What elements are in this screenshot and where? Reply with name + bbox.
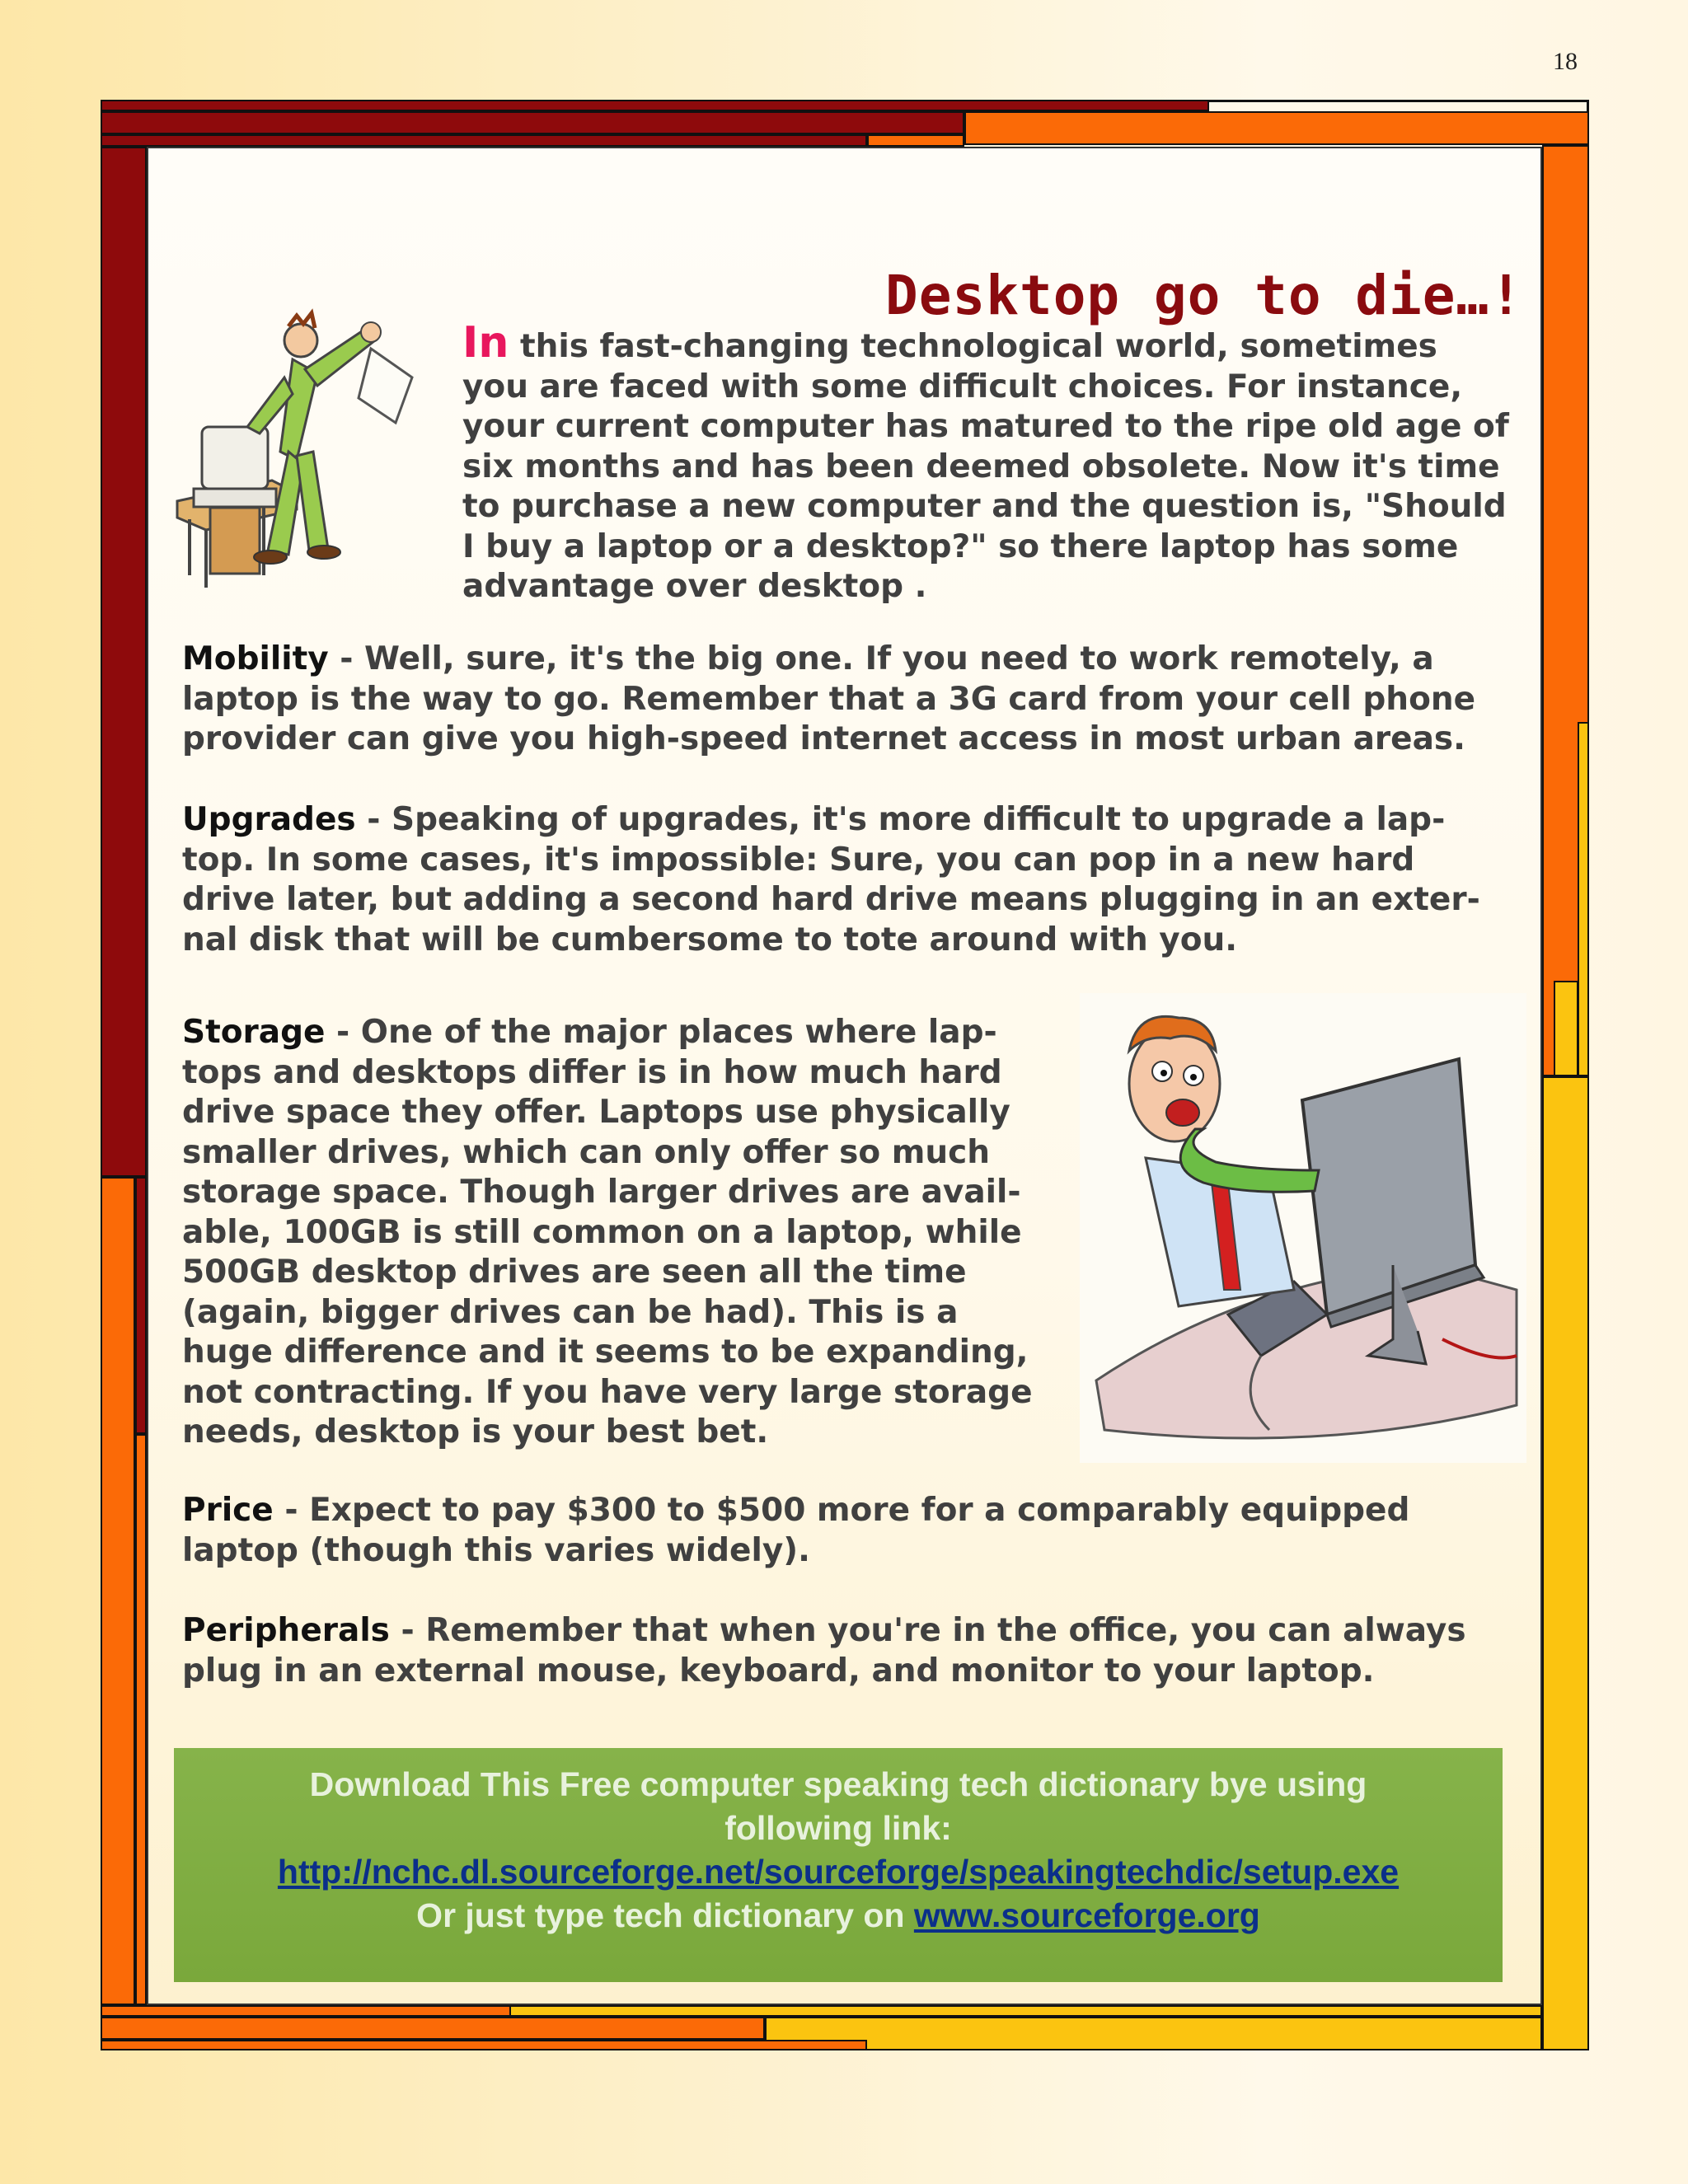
frame-bar-left-1 [101,147,147,1177]
section-heading: Mobility [182,640,329,677]
frame-bar-bottom-4 [101,2040,867,2050]
section-body: Expect to pay $300 to $500 more for a comparably equipped laptop (though this varies widely). [182,1492,1410,1569]
frame-bar-top-5 [867,134,964,147]
frame-bar-bottom-2 [101,2017,765,2040]
section-body: Remember that when you're in the office, you can always plug in an external mouse, keyboard, and monitor to your laptop. [182,1612,1466,1690]
frame-bar-right-2 [1542,1076,1589,2050]
banner-line-1: Download This Free computer speaking tech dictionary bye using [309,1765,1367,1803]
intro-paragraph [462,318,1509,607]
dropcap: In [462,318,509,368]
frame-bar-top-3 [964,111,1589,145]
section-peripherals: Peripherals - Remember that when you're in the office, you can always plug in an external mouse, keyboard, and monitor to your laptop. [182,1612,1466,1690]
man-strangled-by-computer-illustration [1080,993,1526,1463]
section-body: Well, sure, it's the big one. If you need to work remotely, a laptop is the way to go. Remember that a 3G card from your cell phone provider can give you high-speed internet access in most urban areas. [182,640,1476,757]
frame-bar-top-4 [101,134,867,147]
section-heading: Upgrades [182,801,356,838]
frustrated-man-desk-illustration [173,303,462,600]
article-title: Desktop go to die…! [885,264,1523,328]
frame-bar-bottom-5 [509,2005,1542,2017]
section-body: One of the major places where lap-tops and desktops differ is in how much hard drive space they offer. Laptops use physically smaller drives, which can only offer so much storage space. Though larger drives are avail-able, 100GB is still common on a laptop, while 500GB desktop drives are seen all the time (again, bigger drives can be had). This is a huge difference and it seems to be expanding, not contracting. If you have very large storage needs, desktop is your best bet. [182,1014,1033,1451]
frame-bar-right-4 [1578,722,1589,1076]
download-banner [174,1748,1503,1982]
section-price: Price - Expect to pay $300 to $500 more for a comparably equipped laptop (though this varies widely). [182,1492,1410,1569]
section-heading: Peripherals [182,1612,390,1649]
frame-bar-left-3 [135,1434,147,2005]
section-body: Speaking of upgrades, it's more difficult to upgrade a lap-top. In some cases, it's impossible: Sure, you can pop in a new hard drive later, but adding a second hard drive means plugging in an exter-nal disk that will be cumbersome to tote around with you. [182,801,1480,958]
section-mobility: Mobility - Well, sure, it's the big one. If you need to work remotely, a laptop is the way to go. Remember that a 3G card from your cell phone provider can give you high-speed internet access in most urban areas. [182,640,1476,757]
download-link[interactable]: http://nchc.dl.sourceforge.net/sourceforge/speakingtechdic/setup.exe [277,1853,1400,1891]
section-storage: Storage - One of the major places where lap-tops and desktops differ is in how much hard drive space they offer. Laptops use physically smaller drives, which can only offer so much storage space. Though larger drives are avail-able, 100GB is still common on a laptop, while 500GB desktop drives are seen all the time (again, bigger drives can be had). This is a huge difference and it seems to be expanding, not contracting. If you have very large storage needs, desktop is your best bet. [182,1014,1033,1451]
banner-line-2: following link: [724,1809,952,1847]
page-number: 18 [1553,48,1578,75]
frame-bar-left-2 [101,1177,135,2005]
frame-bar-bottom-3 [765,2017,1542,2050]
section-heading: Price [182,1492,274,1529]
frame-bar-right-3 [1554,981,1578,1076]
frame-bar-left-4 [135,1177,147,1434]
section-heading: Storage [182,1014,326,1051]
frame-bar-top-1 [101,100,1209,111]
intro-text: this fast-changing technological world, sometimes you are faced with some difficult choices. For instance, your current computer has matured to the ripe old age of six months and has been deemed obsolete. Now it's time to purchase a new computer and the question is, "Should I buy a laptop or a desktop?" so there laptop has some advantage over desktop . [462,328,1509,605]
banner-line-3: Or just type tech dictionary on [416,1896,914,1934]
section-upgrades: Upgrades - Speaking of upgrades, it's more difficult to upgrade a lap-top. In some cases, it's impossible: Sure, you can pop in a new hard drive later, but adding a second hard drive means plugging in an exter-nal disk that will be cumbersome to tote around with you. [182,801,1480,958]
sourceforge-link[interactable]: www.sourceforge.org [913,1896,1260,1934]
frame-bar-top-2 [101,111,964,134]
